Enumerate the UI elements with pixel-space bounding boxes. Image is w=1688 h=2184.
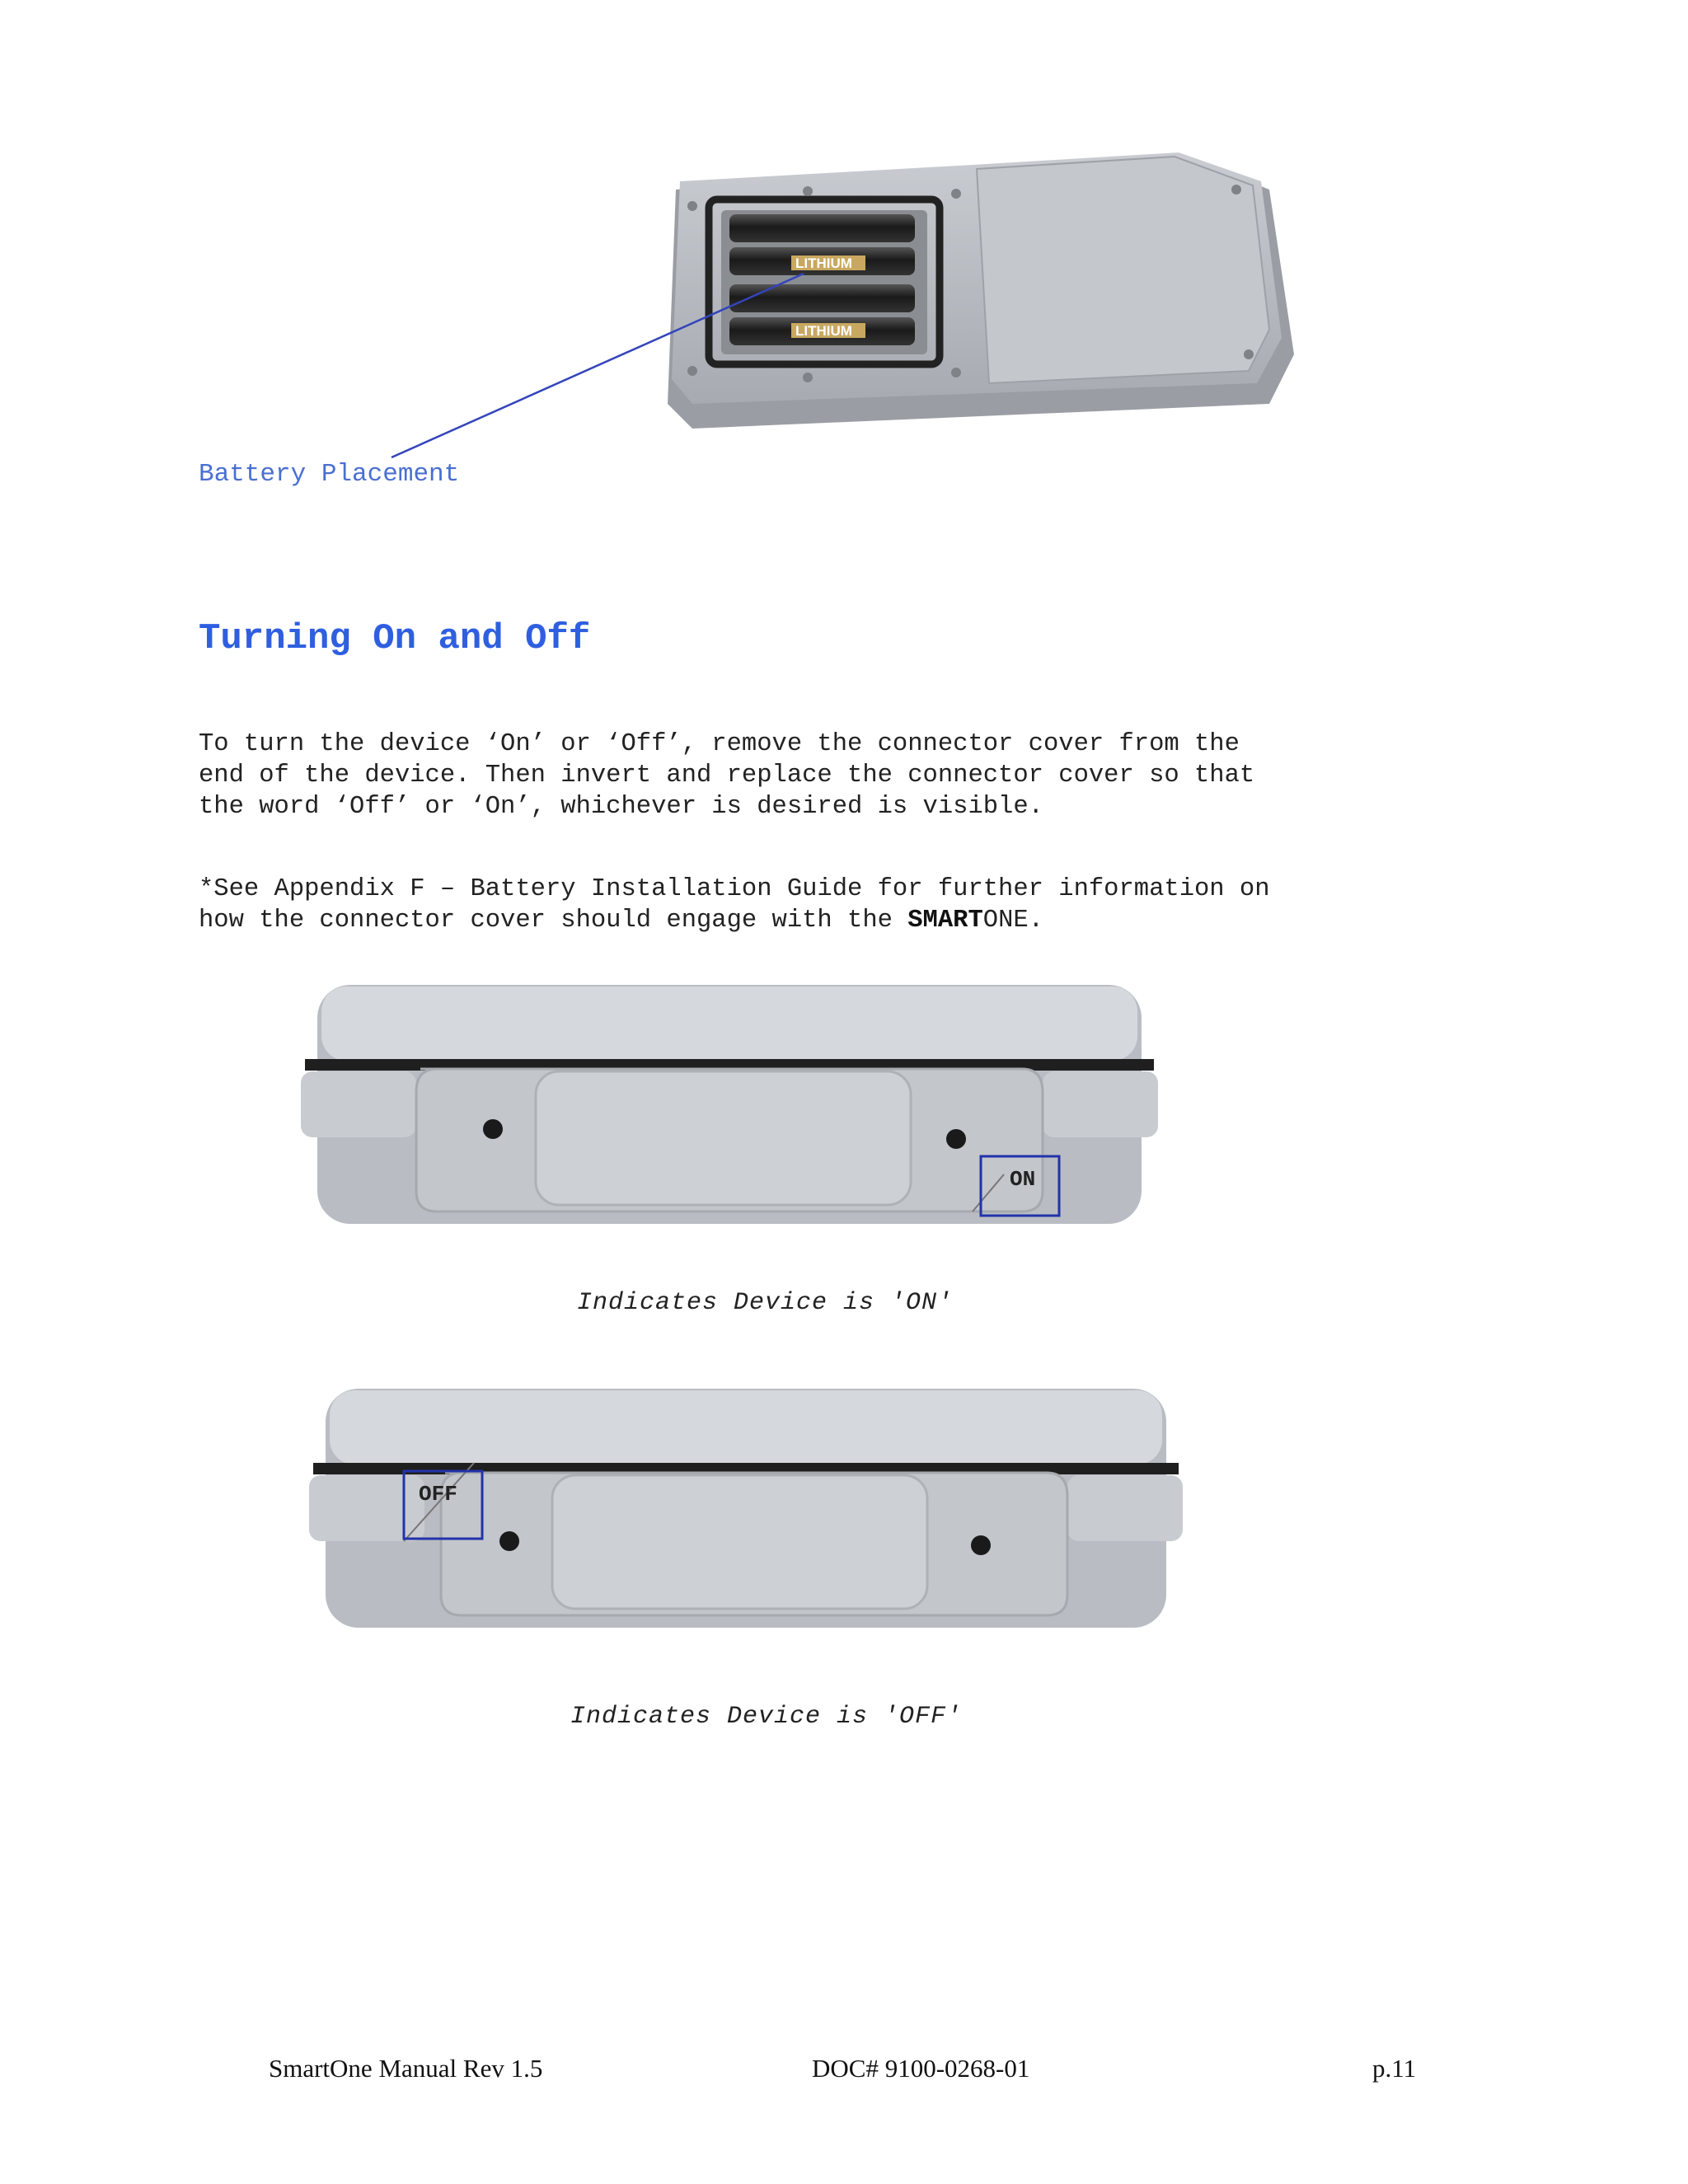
appendix-note: [199, 874, 1460, 936]
callout-line: [0, 0, 1688, 494]
brand-name-rest: ONE: [982, 907, 1029, 935]
on-figure-caption: Indicates Device is 'ON': [577, 1289, 954, 1317]
footer-manual-title: SmartOne Manual Rev 1.5: [269, 2054, 543, 2083]
footer-page-number: p.11: [1372, 2054, 1417, 2083]
off-marker-label: OFF: [419, 1482, 457, 1507]
section-heading: Turning On and Off: [199, 618, 591, 659]
device-off-photo: [305, 1385, 1187, 1632]
footer-doc-number: DOC# 9100-0268-01: [812, 2054, 1030, 2083]
on-marker-label: ON: [1010, 1167, 1036, 1192]
device-on-photo: [297, 977, 1162, 1232]
instruction-paragraph: To turn the device ‘On’ or ‘Off’, remove the connector cover from the end of the device. Then invert and replace the connector cover so that the word ‘Off’ or ‘On’, whichever is desired is visible.: [199, 730, 1255, 821]
appendix-note-end: .: [1028, 907, 1043, 935]
off-figure-caption: Indicates Device is 'OFF': [570, 1703, 963, 1731]
brand-name-bold: SMART: [907, 907, 983, 935]
appendix-note-text: *See Appendix F – Battery Installation Guide for further information on how the connector cover should engage with the: [199, 875, 1270, 935]
battery-label-2: LITHIUM: [795, 323, 852, 339]
battery-placement-caption: Battery Placement: [199, 460, 460, 489]
battery-label-1: LITHIUM: [795, 255, 852, 271]
